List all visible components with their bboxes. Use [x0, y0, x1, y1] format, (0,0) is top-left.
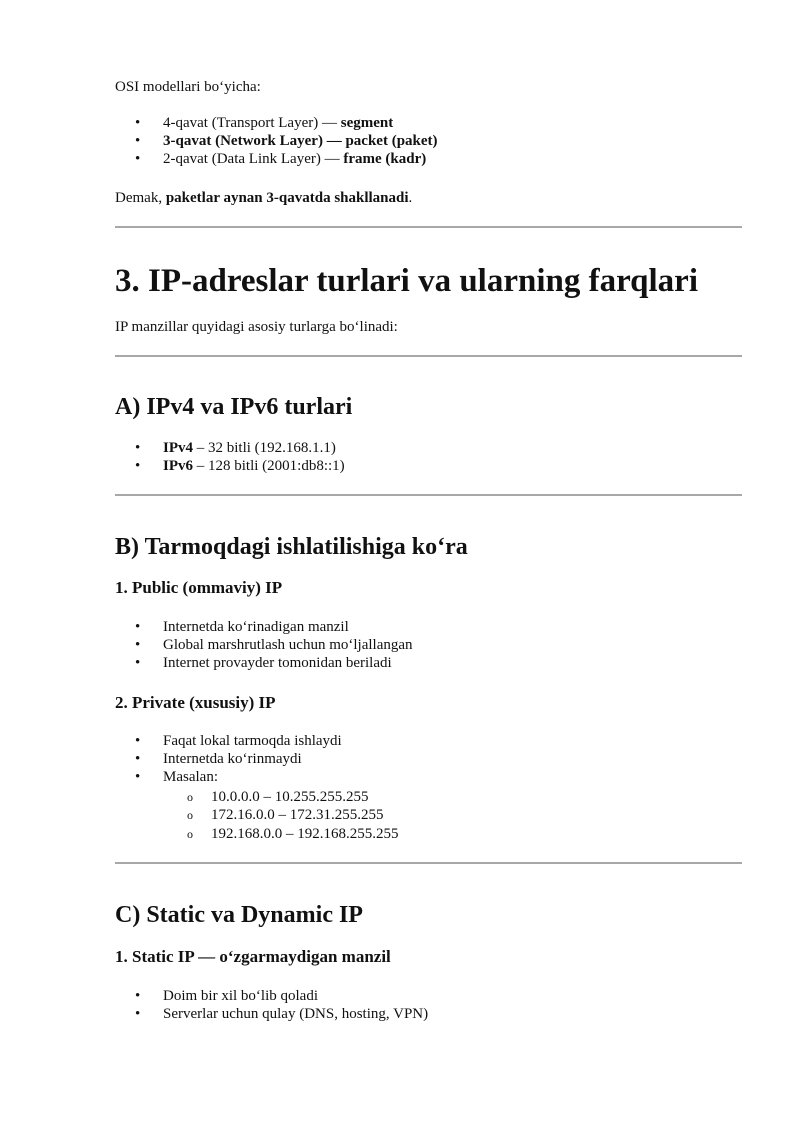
bullet-icon: •	[135, 458, 141, 474]
bullet-icon: •	[135, 769, 141, 785]
bullet-icon: •	[135, 619, 141, 635]
bullet-icon: •	[135, 1006, 141, 1022]
list-item-bold: 3-qavat (Network Layer) — packet (paket)	[163, 133, 438, 149]
static-ip-heading: 1. Static IP — o‘zgarmaydigan manzil	[115, 947, 391, 966]
sub-list-item	[187, 825, 399, 843]
divider	[115, 226, 742, 228]
sub-list-item	[187, 788, 369, 806]
list-item-text: Doim bir xil bo‘lib qoladi	[163, 988, 318, 1004]
list-item	[135, 654, 392, 672]
bullet-icon: •	[135, 440, 141, 456]
section-c-heading: C) Static va Dynamic IP	[115, 902, 363, 928]
section-a-heading: A) IPv4 va IPv6 turlari	[115, 394, 353, 420]
list-item-bold: segment	[340, 115, 394, 131]
list-item	[135, 150, 427, 168]
list-item	[135, 732, 342, 750]
circle-bullet-icon: o	[187, 827, 193, 841]
bullet-icon: •	[135, 751, 141, 767]
list-item	[135, 439, 336, 457]
section-3-heading: 3. IP-adreslar turlari va ularning farqlari	[115, 263, 698, 299]
list-item-text: 2-qavat (Data Link Layer) —	[163, 151, 344, 167]
list-item	[135, 1005, 429, 1023]
divider	[115, 355, 742, 357]
private-ip-heading: 2. Private (xususiy) IP	[115, 693, 276, 712]
list-item-text: Internet provayder tomonidan beriladi	[163, 655, 392, 671]
bullet-icon: •	[135, 733, 141, 749]
list-item	[135, 114, 394, 132]
list-item-bold: IPv6	[163, 458, 193, 474]
divider	[115, 862, 742, 864]
list-item	[135, 987, 318, 1005]
ip-range: 10.0.0.0 – 10.255.255.255	[211, 789, 369, 805]
ip-range: 172.16.0.0 – 172.31.255.255	[211, 807, 384, 823]
bullet-icon: •	[135, 655, 141, 671]
ip-range: 192.168.0.0 – 192.168.255.255	[211, 826, 399, 842]
bullet-icon: •	[135, 151, 141, 167]
bullet-icon: •	[135, 133, 141, 149]
osi-intro: OSI modellari bo‘yicha:	[115, 79, 261, 95]
public-ip-heading: 1. Public (ommaviy) IP	[115, 578, 283, 597]
bullet-icon: •	[135, 115, 141, 131]
list-item-text: Masalan:	[163, 769, 218, 785]
list-item-bold: frame (kadr)	[343, 151, 427, 167]
list-item	[135, 750, 302, 768]
bullet-icon: •	[135, 988, 141, 1004]
list-item	[135, 768, 218, 786]
conclusion-bold: paketlar aynan 3-qavatda shakllanadi	[165, 190, 409, 206]
list-item	[135, 618, 349, 636]
list-item-text: Internetda ko‘rinmaydi	[163, 751, 302, 767]
section-b-heading: B) Tarmoqdagi ishlatilishiga ko‘ra	[115, 534, 468, 560]
list-item	[135, 636, 413, 654]
conclusion-suffix: .	[408, 190, 413, 206]
list-item-text: Internetda ko‘rinadigan manzil	[163, 619, 349, 635]
circle-bullet-icon: o	[187, 790, 193, 804]
list-item-text: 4-qavat (Transport Layer) —	[163, 115, 341, 131]
list-item-text: Faqat lokal tarmoqda ishlaydi	[163, 733, 342, 749]
list-item	[135, 132, 438, 150]
list-item	[135, 457, 345, 475]
osi-conclusion	[115, 189, 412, 207]
list-item-text: – 32 bitli (192.168.1.1)	[193, 440, 336, 456]
bullet-icon: •	[135, 637, 141, 653]
sub-list-item	[187, 806, 384, 824]
list-item-bold: IPv4	[163, 440, 193, 456]
circle-bullet-icon: o	[187, 808, 193, 822]
list-item-text: – 128 bitli (2001:db8::1)	[193, 458, 345, 474]
conclusion-prefix: Demak,	[115, 190, 166, 206]
divider	[115, 494, 742, 496]
list-item-text: Serverlar uchun qulay (DNS, hosting, VPN)	[163, 1006, 429, 1022]
section-3-intro: IP manzillar quyidagi asosiy turlarga bo‘linadi:	[115, 319, 398, 335]
list-item-text: Global marshrutlash uchun mo‘ljallangan	[163, 637, 413, 653]
